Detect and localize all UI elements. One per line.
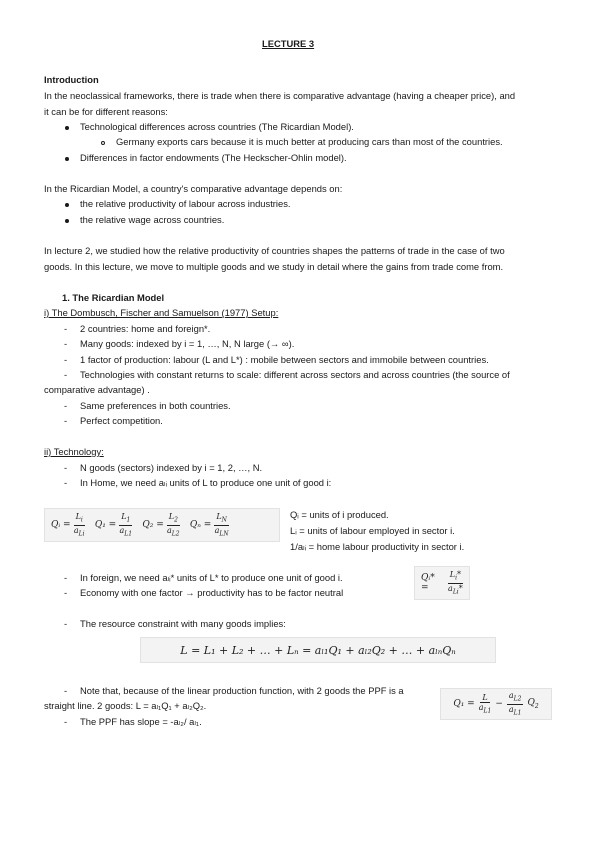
dash-marker: - [64,338,68,349]
foreign-production-formula: Qᵢ* = $\frac{L_i*}{a_{Li}*}$ [414,566,470,600]
tech-item-5: The resource constraint with many goods implies: [80,618,286,629]
ricardian-line: In the Ricardian Model, a country's comparative advantage depends on: [44,183,343,194]
intro-line-2: it can be for different reasons: [44,106,168,117]
intro-heading: Introduction [44,74,99,85]
dash-marker: - [64,323,68,334]
lecture2-line-2: goods. In this lecture, we move to multiple goods and we study in detail where the gains from trade come from. [44,261,504,272]
ricardian-bullet-1: the relative productivity of labour across industries. [80,198,291,209]
bullet-icon [65,157,69,161]
technology-subheading: ii) Technology: [44,446,104,457]
definition-productivity: 1/aₗᵢ = home labour productivity in sector i. [290,541,465,552]
setup-item-6: Perfect competition. [80,415,163,426]
dash-marker: - [64,618,68,629]
tech-item-3: In foreign, we need aₗᵢ* units of L* to produce one unit of good i. [80,572,343,583]
intro-line-1: In the neoclassical frameworks, there is trade when there is comparative advantage (having a cheaper price), and [44,90,516,101]
tech-item-6b: straight line. 2 goods: L = aₗ₁Q₁ + aₗ₂Q₂. [44,700,207,711]
bullet-icon [65,203,69,207]
bullet-icon [65,126,69,130]
intro-bullet-1: Technological differences across countries (The Ricardian Model). [80,121,354,132]
tech-item-6a: Note that, because of the linear production function, with 2 goods the PPF is a [80,685,404,696]
resource-constraint-formula: L = L₁ + L₂ + … + Lₙ = aₗ₁Q₁ + aₗ₂Q₂ + … + aₗₙQₙ [140,637,496,663]
dash-marker: - [64,716,68,727]
dash-marker: - [64,400,68,411]
production-formula [44,508,280,542]
dash-marker: - [64,685,68,696]
dash-marker: - [64,462,68,473]
lecture2-line-1: In lecture 2, we studied how the relative productivity of countries shapes the patterns of trade in the case of two [44,245,505,256]
circle-bullet-icon [101,141,105,145]
section-heading: 1. The Ricardian Model [62,292,165,303]
setup-item-2: Many goods: indexed by i = 1, …, N, N large (→ ∞). [80,338,295,349]
setup-item-3: 1 factor of production: labour (L and L*) : mobile between sectors and immobile between countries. [80,354,489,365]
tech-item-7: The PPF has slope = -aₗ₂/ aₗ₁. [80,716,202,727]
ricardian-bullet-2: the relative wage across countries. [80,214,225,225]
setup-item-1: 2 countries: home and foreign*. [80,323,211,334]
formula-qn: Qₙ = $\frac{L_N}{a_{LN}}$ [189,511,229,538]
setup-item-4a: Technologies with constant returns to scale: different across sectors and across countries (the source of [80,369,510,380]
dash-marker: - [64,477,68,488]
page-title: LECTURE 3 [262,38,315,49]
dash-marker: - [64,587,68,598]
bullet-icon [65,219,69,223]
tech-item-2: In Home, we need aₗᵢ units of L to produce one unit of good i: [80,477,332,488]
setup-subheading: i) The Dombusch, Fischer and Samuelson (1977) Setup: [44,307,279,318]
dash-marker: - [64,354,68,365]
intro-sub-bullet: Germany exports cars because it is much better at producing cars than most of the countries. [116,136,503,147]
formula-q2: Q₂ = $\frac{L_2}{a_{L2}}$ [142,511,180,538]
tech-item-1: N goods (sectors) indexed by i = 1, 2, …, N. [80,462,263,473]
formula-q1: Q₁ = $\frac{L_1}{a_{L1}}$ [94,511,133,538]
intro-bullet-2: Differences in factor endowments (The Heckscher-Ohlin model). [80,152,347,163]
dash-marker: - [64,415,68,426]
setup-item-4b: comparative advantage) . [44,384,150,395]
setup-item-5: Same preferences in both countries. [80,400,231,411]
dash-marker: - [64,572,68,583]
definition-qi: Qᵢ = units of i produced. [290,509,389,520]
definition-li: Lᵢ = units of labour employed in sector i. [290,525,455,536]
tech-item-4: Economy with one factor → productivity has to be factor neutral [80,587,344,598]
ppf-formula: Q₁ = $\frac{L}{a_{L1}}$ − $\frac{a_{L2}}{a_{L1}}$ $Q_2$ [440,688,552,720]
formula-qi: Qᵢ = $\frac{L_i}{a_{Li}}$ [51,511,85,538]
dash-marker: - [64,369,68,380]
